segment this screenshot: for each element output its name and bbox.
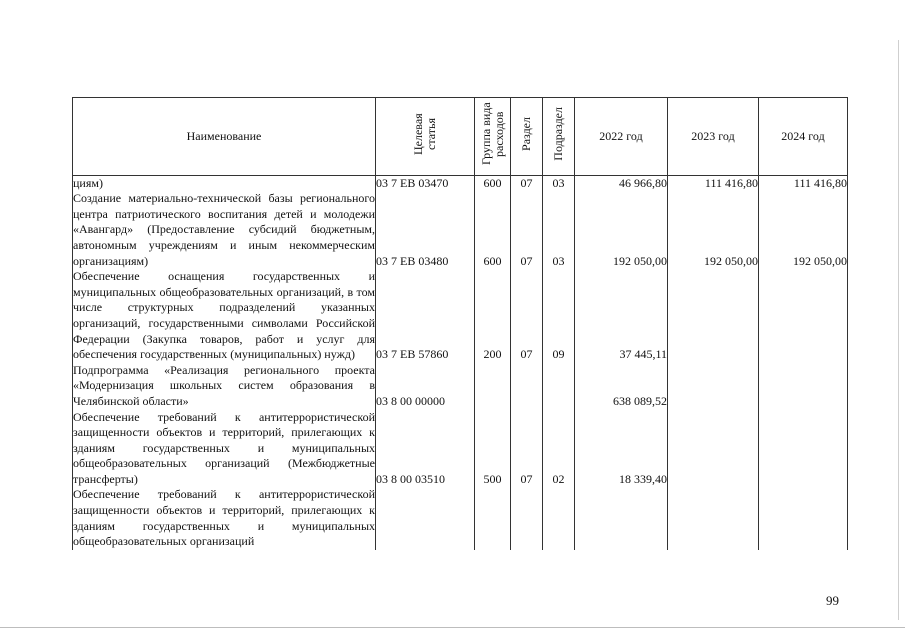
row-2023 — [668, 410, 759, 488]
row-target: 03 7 EB 57860 — [376, 269, 475, 363]
header-2022: 2022 год — [575, 98, 668, 176]
row-name: Подпрограмма «Реализация регионального проекта «Модернизация школьных систем образования в Челябинской области» — [73, 362, 375, 408]
header-group: Группа вида расходов — [475, 98, 511, 176]
header-2023: 2023 год — [668, 98, 759, 176]
row-group — [475, 363, 511, 410]
row-2024 — [759, 410, 848, 488]
budget-table — [72, 97, 848, 550]
row-2023 — [668, 363, 759, 410]
row-section — [511, 487, 543, 549]
header-target: Целевая статья — [376, 98, 475, 176]
row-subsection: 09 — [543, 269, 575, 363]
row-2022: 638 089,52 — [575, 363, 668, 410]
row-group: 600 — [475, 175, 511, 191]
row-section: 07 — [511, 410, 543, 488]
row-2023: 111 416,80 — [668, 175, 759, 191]
row-2023: 192 050,00 — [668, 191, 759, 269]
table-row — [73, 487, 848, 549]
row-subsection: 03 — [543, 191, 575, 269]
page-number: 99 — [826, 593, 839, 608]
row-target: 03 7 EB 03480 — [376, 191, 475, 269]
row-group — [475, 487, 511, 549]
row-subsection: 02 — [543, 410, 575, 488]
row-name: Создание материально-технической базы регионального центра патриотического воспитания детей и молодежи «Авангард» (Предоставление субсидий бюджетным, автономным учреждениям и иным некоммерческим организациям) — [73, 191, 375, 268]
row-section: 07 — [511, 269, 543, 363]
row-target — [376, 487, 475, 549]
table-header-row — [73, 98, 848, 176]
row-2024: 192 050,00 — [759, 191, 848, 269]
row-2022: 37 445,11 — [575, 269, 668, 363]
row-subsection: 03 — [543, 175, 575, 191]
header-name: Наименование — [73, 98, 376, 176]
row-2024 — [759, 487, 848, 549]
row-subsection — [543, 487, 575, 549]
row-name: Обеспечение требований к антитеррористической защищенности объектов и территорий, прилегающих к зданиям государственных и муниципальных общеобразовательных организаций — [73, 487, 375, 549]
row-subsection — [543, 363, 575, 410]
table-row — [73, 410, 848, 488]
header-2024: 2024 год — [759, 98, 848, 176]
table-row — [73, 175, 848, 191]
table-row — [73, 269, 848, 363]
row-2022: 192 050,00 — [575, 191, 668, 269]
row-section: 07 — [511, 191, 543, 269]
row-2022: 46 966,80 — [575, 175, 668, 191]
row-target: 03 7 EB 03470 — [376, 175, 475, 191]
row-2022 — [575, 487, 668, 549]
row-group: 600 — [475, 191, 511, 269]
row-2023 — [668, 269, 759, 363]
scan-edge — [898, 40, 899, 620]
row-section: 07 — [511, 175, 543, 191]
row-2024 — [759, 269, 848, 363]
row-2024 — [759, 363, 848, 410]
row-group: 500 — [475, 410, 511, 488]
row-name: Обеспечение требований к антитеррористической защищенности объектов и территорий, прилегающих к зданиям государственных и муниципальных общеобразовательных организаций (Межбюджетные трансферты) — [73, 409, 375, 486]
row-2023 — [668, 487, 759, 549]
row-section — [511, 363, 543, 410]
row-name: циям) — [73, 175, 376, 191]
row-2022: 18 339,40 — [575, 410, 668, 488]
row-2024: 111 416,80 — [759, 175, 848, 191]
table-row — [73, 191, 848, 269]
row-target: 03 8 00 03510 — [376, 410, 475, 488]
scan-bottom-line — [0, 627, 905, 628]
row-name: Обеспечение оснащения государственных и муниципальных общеобразовательных организаций, в том числе структурных подразделений указанных организаций, государственными символами Российской Федерации (Закупка товаров, работ и услуг для обеспечения государственных (муниципальных) нужд) — [73, 269, 375, 362]
header-subsection: Подраздел — [543, 98, 575, 176]
row-target: 03 8 00 00000 — [376, 363, 475, 410]
row-group: 200 — [475, 269, 511, 363]
header-section: Раздел — [511, 98, 543, 176]
table-row — [73, 363, 848, 410]
